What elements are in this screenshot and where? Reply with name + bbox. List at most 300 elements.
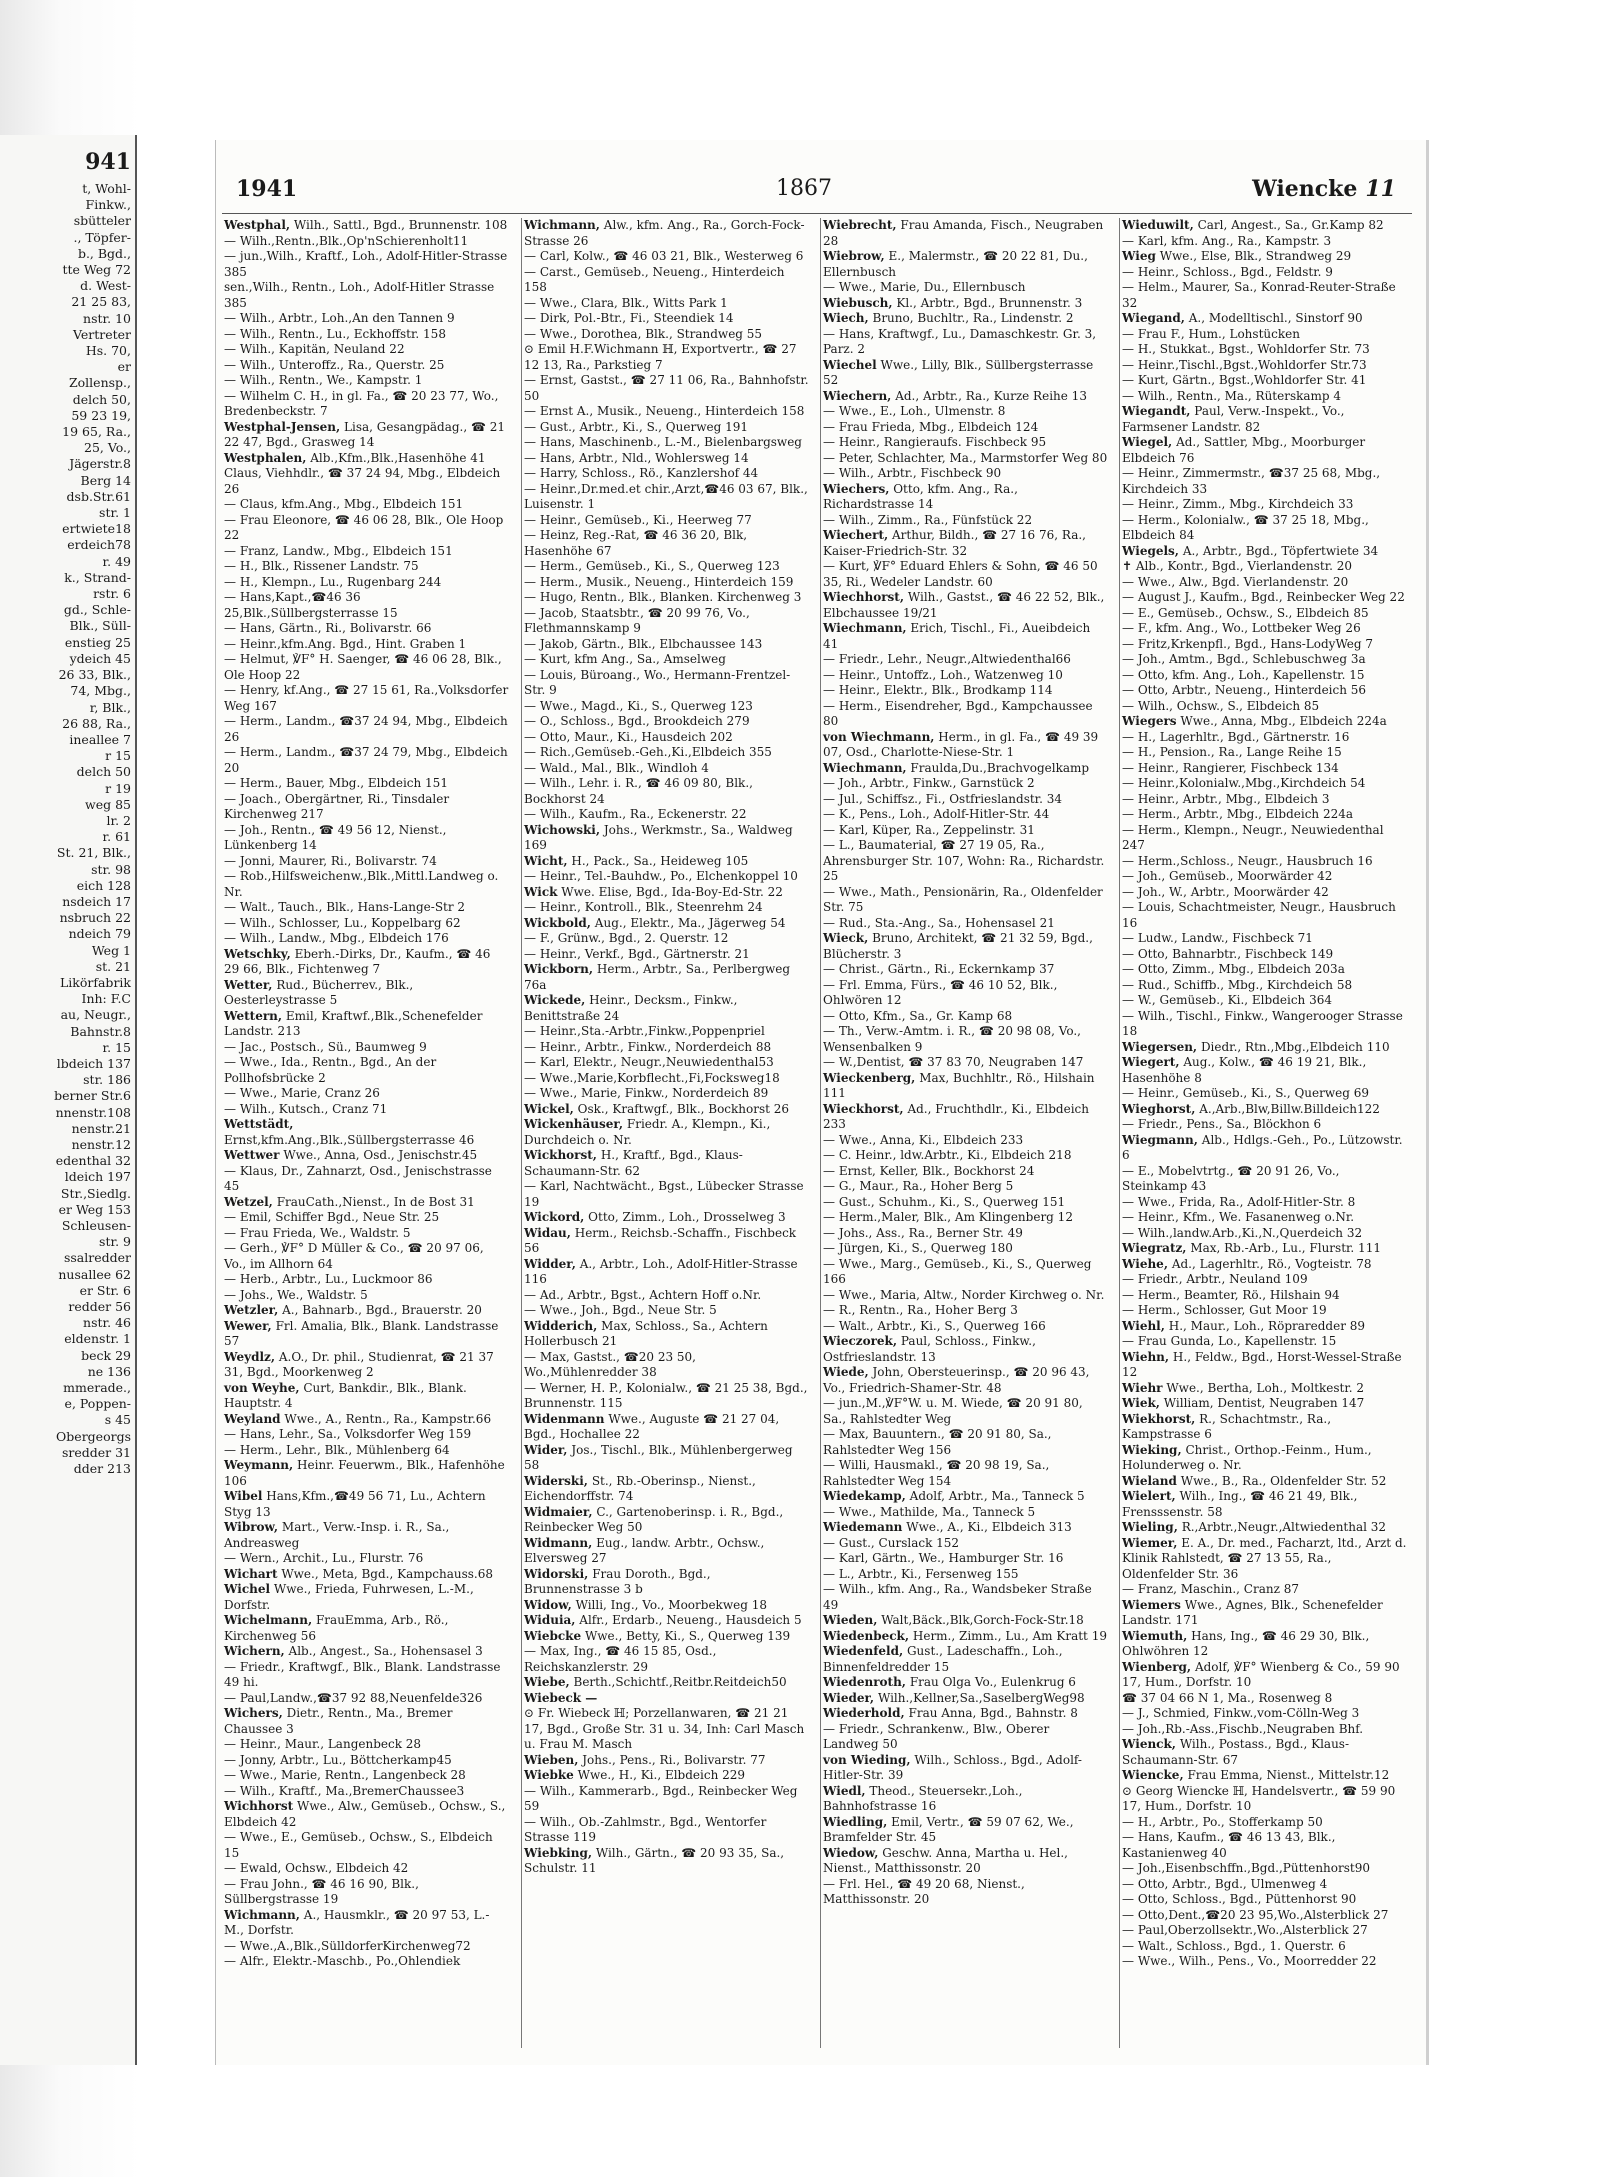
directory-entry xyxy=(522,559,809,575)
entry-details: Wwe., Auguste ☎ 21 27 04, Bgd., Hochallee 22 xyxy=(524,1411,780,1441)
entry-details: Walt,Bäck.,Blk,Gorch-Fock-Str.18 xyxy=(881,1613,1084,1627)
directory-entry xyxy=(821,683,1108,699)
entry-details: Alb.,Kfm.,Blk.,Hasenhöhe 41 Claus, Viehhdlr., ☎ 37 24 94, Mbg., Elbdeich 26 xyxy=(224,450,501,496)
entry-surname: Widau, xyxy=(524,1225,571,1240)
entry-surname: Wieck, xyxy=(823,931,869,945)
entry-surname: Wick xyxy=(524,884,558,899)
entry-details: — Heinr., Maur., Langenbeck 28 xyxy=(224,1737,422,1751)
entry-surname: Wieg xyxy=(1122,249,1156,263)
entry-surname: Wickede, xyxy=(524,993,586,1007)
directory-entry xyxy=(1120,373,1407,389)
entry-details: Friedr. A., Klempn., Ki., Durchdeich o. Nr. xyxy=(524,1117,771,1147)
directory-entry xyxy=(1120,1257,1407,1273)
entry-surname: Wiechmann, xyxy=(823,760,907,775)
previous-page-line: Blk., Süll- xyxy=(69,618,131,634)
entry-details: — Johs., We., Waldstr. 5 xyxy=(224,1287,368,1302)
directory-entry xyxy=(222,1799,509,1830)
entry-surname: Wiencke, xyxy=(1122,1768,1184,1782)
directory-entry xyxy=(1120,1009,1407,1040)
entry-surname: Wickord, xyxy=(524,1210,585,1224)
previous-page-line: ldeich 197 xyxy=(64,1169,131,1185)
directory-entry xyxy=(522,420,809,436)
directory-entry xyxy=(522,823,809,854)
entry-details: Dietr., Rentn., Ma., Bremer Chaussee 3 xyxy=(224,1706,453,1736)
previous-page-line: e, Poppen- xyxy=(64,1396,131,1412)
entry-details: — Otto, Bahnarbtr., Fischbeck 149 xyxy=(1122,946,1334,961)
previous-page-line: 59 23 19, xyxy=(71,407,131,423)
directory-entry xyxy=(522,451,809,467)
directory-entry xyxy=(821,823,1108,839)
directory-entry xyxy=(1120,1040,1407,1056)
entry-surname: Wettstädt, xyxy=(224,1117,294,1131)
directory-entry xyxy=(522,761,809,777)
entry-surname: Wiekhorst, xyxy=(1122,1411,1196,1426)
directory-entry xyxy=(222,249,509,280)
entry-details: Wilh.,Kellner,Sa.,SaselbergWeg98 xyxy=(877,1690,1085,1705)
entry-details: Heinr., Decksm., Finkw., Benittstraße 24 xyxy=(524,993,738,1023)
entry-details: — Wwe., Marie, Du., Ellernbusch xyxy=(823,280,1026,294)
directory-entry xyxy=(821,1179,1108,1195)
directory-entry xyxy=(821,1753,1108,1784)
directory-entry xyxy=(1120,466,1407,497)
entry-details: — Jac., Postsch., Sü., Baumweg 9 xyxy=(224,1039,427,1054)
previous-page-line: edenthal 32 xyxy=(55,1153,131,1169)
directory-entry xyxy=(821,1102,1108,1133)
entry-details: — Herm., Lehr., Blk., Mühlenberg 64 xyxy=(224,1442,450,1457)
directory-entry xyxy=(1120,1381,1407,1397)
directory-entry xyxy=(522,1102,809,1118)
entry-details: Bruno, Architekt, ☎ 21 32 59, Bgd., Blücherstr. 3 xyxy=(823,931,1093,961)
entry-details: — Wilh., Lehr. i. R., ☎ 46 09 80, Blk., Bockhorst 24 xyxy=(524,776,753,806)
previous-page-line: Vertreter xyxy=(72,326,131,342)
previous-page-line: t, Wohl- xyxy=(82,181,131,196)
directory-entry xyxy=(522,1691,809,1707)
directory-entry xyxy=(821,404,1108,420)
entry-details: Adolf, Arbtr., Ma., Tanneck 5 xyxy=(909,1489,1085,1503)
directory-entry xyxy=(1120,745,1407,761)
directory-entry xyxy=(1120,1303,1407,1319)
entry-details: — Karl, Küper, Ra., Zeppelinstr. 31 xyxy=(823,822,1035,837)
previous-page-line: tte Weg 72 xyxy=(62,262,131,278)
entry-details: Kl., Arbtr., Bgd., Brunnenstr. 3 xyxy=(896,295,1083,310)
directory-entry xyxy=(1120,730,1407,746)
entry-details: — Wilh., Unteroffz., Ra., Querstr. 25 xyxy=(224,357,445,372)
previous-page-line: 21 25 83, xyxy=(71,294,131,310)
previous-page-line: Hs. 70, xyxy=(85,343,131,359)
directory-entry xyxy=(522,327,809,343)
entry-details: — Wwe., E., Loh., Ulmenstr. 8 xyxy=(823,404,1006,418)
entry-details: Eug., landw. Arbtr., Ochsw., Elversweg 27 xyxy=(524,1535,765,1565)
directory-entry xyxy=(222,1737,509,1753)
running-head-section: 11 xyxy=(1365,176,1396,202)
previous-page-line: eich 128 xyxy=(76,877,131,893)
directory-entry xyxy=(222,1458,509,1489)
entry-details: Herm., Reichsb.-Schaffn., Fischbeck 56 xyxy=(524,1225,797,1255)
entry-details: — Frau Eleonore, ☎ 46 06 28, Blk., Ole Hoop 22 xyxy=(224,512,504,542)
entry-surname: Wibrow, xyxy=(224,1520,279,1534)
directory-entry xyxy=(222,420,509,451)
directory-entry xyxy=(222,1489,509,1520)
entry-details: John, Obersteuerinsp., ☎ 20 96 43, Vo., Friedrich-Shamer-Str. 48 xyxy=(823,1365,1090,1395)
directory-entry xyxy=(821,482,1108,513)
entry-details: — Rud., Schiffb., Mbg., Kirchdeich 58 xyxy=(1122,977,1353,992)
entry-details: — Hugo, Rentn., Blk., Blanken. Kirchenweg 3 xyxy=(524,590,802,604)
previous-page-line: r 19 xyxy=(105,780,131,796)
directory-entry xyxy=(222,1288,509,1304)
directory-entry xyxy=(1120,1210,1407,1226)
directory-entry xyxy=(1120,1830,1407,1861)
entry-surname: Wiechel xyxy=(823,357,877,372)
directory-entry xyxy=(522,1179,809,1210)
entry-details: — H., Pension., Ra., Lange Reihe 15 xyxy=(1122,745,1342,759)
directory-entry xyxy=(222,1644,509,1660)
entry-surname: Widow, xyxy=(524,1597,572,1612)
previous-page-line: nsbruch 22 xyxy=(59,910,131,926)
entry-details: — H., Lagerhltr., Bgd., Gärtnerstr. 16 xyxy=(1122,729,1350,744)
previous-page-line: nenstr.21 xyxy=(71,1120,131,1136)
entry-details: E., Malermstr., ☎ 20 22 81, Du., Ellernbusch xyxy=(823,249,1088,279)
entry-details: Wilh., Gärtn., ☎ 20 93 35, Sa., Schulstr. 11 xyxy=(524,1845,785,1875)
directory-entry xyxy=(522,1071,809,1087)
entry-details: Wwe., B., Ra., Oldenfelder Str. 52 xyxy=(1180,1473,1387,1488)
entry-surname: Wiederhold, xyxy=(823,1706,905,1720)
directory-entry xyxy=(1120,1892,1407,1908)
entry-surname: Wiegers xyxy=(1122,714,1177,728)
entry-details: Emil, Vertr., ☎ 59 07 62, We., Bramfelder Str. 45 xyxy=(823,1814,1074,1844)
entry-details: — Joh., Rentn., ☎ 49 56 12, Nienst., Lünkenberg 14 xyxy=(224,822,447,852)
previous-page-line: St. 21, Blk., xyxy=(56,845,131,861)
directory-entry xyxy=(222,1226,509,1242)
entry-surname: Wieckenberg, xyxy=(823,1070,916,1085)
directory-entry xyxy=(821,590,1108,621)
previous-page-line: k., Strand- xyxy=(64,569,131,585)
entry-details: — Friedr., Pens., Sa., Blöckhon 6 xyxy=(1122,1117,1322,1131)
entry-details: Frau Olga Vo., Eulenkrug 6 xyxy=(909,1675,1076,1689)
directory-entry xyxy=(522,714,809,730)
entry-details: — Wwe., Math., Pensionärin, Ra., Oldenfelder Str. 75 xyxy=(823,884,1103,914)
entry-details: — Joh., Amtm., Bgd., Schlebuschweg 3a xyxy=(1122,652,1366,666)
directory-entry xyxy=(222,854,509,870)
directory-entry xyxy=(1120,1350,1407,1381)
entry-details: — Hans, Maschinenb., L.-M., Bielenbargsweg xyxy=(524,435,802,449)
directory-entry xyxy=(821,1567,1108,1583)
entry-details: — Herm.,Schloss., Neugr., Hausbruch 16 xyxy=(1122,853,1373,868)
previous-page-line: 25, Vo., xyxy=(84,440,131,456)
directory-entry xyxy=(222,1691,509,1707)
previous-page-line: str. 98 xyxy=(91,861,131,877)
entry-surname: Wiemuth, xyxy=(1122,1628,1188,1643)
previous-page-line: r, Blk., xyxy=(89,699,131,715)
entry-surname: Wiegert, xyxy=(1122,1055,1180,1069)
directory-entry xyxy=(222,1753,509,1769)
directory-entry xyxy=(522,776,809,807)
entry-details: — Alfr., Elektr.-Maschb., Po.,Ohlendiek xyxy=(224,1954,461,1968)
entry-surname: Wieckhorst, xyxy=(823,1101,904,1116)
entry-details: — Helm., Maurer, Sa., Konrad-Reuter-Straße 32 xyxy=(1122,280,1396,310)
entry-details: Erich, Tischl., Fi., Aueibdeich 41 xyxy=(823,621,1091,651)
directory-entry xyxy=(222,1148,509,1164)
directory-entry xyxy=(1120,1396,1407,1412)
directory-entry xyxy=(821,327,1108,358)
directory-entry xyxy=(821,838,1108,885)
directory-entry xyxy=(821,1505,1108,1521)
entry-surname: Wiechern, xyxy=(823,388,892,403)
entry-surname: Westphal, xyxy=(224,218,291,232)
directory-entry xyxy=(1120,668,1407,684)
entry-details: — Wilh.,Rentn.,Blk.,Op'nSchierenholt11 xyxy=(224,233,469,248)
entry-details: Frl. Amalia, Blk., Blank. Landstrasse 57 xyxy=(224,1318,499,1348)
entry-details: — Jakob, Gärtn., Blk., Elbchaussee 143 xyxy=(524,636,763,651)
entry-details: — Herm., Arbtr., Mbg., Elbdeich 224a xyxy=(1122,807,1354,821)
directory-entry xyxy=(821,1195,1108,1211)
directory-entry xyxy=(821,296,1108,312)
directory-entry xyxy=(222,373,509,389)
directory-entry xyxy=(522,265,809,296)
directory-page xyxy=(215,140,1426,2065)
directory-entry xyxy=(522,590,809,606)
directory-entry xyxy=(821,311,1108,327)
previous-page-line: au, Neugr., xyxy=(60,1007,131,1023)
directory-entry xyxy=(522,962,809,993)
entry-surname: Widorski, xyxy=(524,1566,589,1581)
previous-page-line: enstieg 25 xyxy=(64,634,131,650)
entry-details: — Wilh., Tischl., Finkw., Wangerooger Strasse 18 xyxy=(1122,1008,1403,1038)
entry-details: Otto, Zimm., Loh., Drosselweg 3 xyxy=(588,1210,786,1224)
entry-surname: Wiedenfeld, xyxy=(823,1644,904,1658)
entry-details: — F., Grünw., Bgd., 2. Querstr. 12 xyxy=(524,931,729,945)
directory-entry xyxy=(522,900,809,916)
directory-entry xyxy=(1120,823,1407,854)
entry-details: — Rich.,Gemüseb.-Geh.,Ki.,Elbdeich 355 xyxy=(524,745,772,759)
entry-details: — Th., Verw.-Amtm. i. R., ☎ 20 98 08, Vo., Wensenbalken 9 xyxy=(823,1024,1081,1054)
entry-details: — Heinr., Kontroll., Blk., Steenrehm 24 xyxy=(524,900,763,914)
entry-details: Lisa, Gesangpädag., ☎ 21 22 47, Bgd., Grasweg 14 xyxy=(224,419,506,449)
directory-entry xyxy=(222,1055,509,1086)
directory-entry xyxy=(222,1164,509,1195)
directory-entry xyxy=(1120,1334,1407,1350)
directory-entry xyxy=(1120,1598,1407,1629)
entry-details: — Otto, Kfm., Sa., Gr. Kamp 68 xyxy=(823,1008,1013,1023)
entry-details: — Frau Gunda, Lo., Kapellenstr. 15 xyxy=(1122,1334,1337,1348)
directory-entry xyxy=(1120,327,1407,343)
entry-details: — Jürgen, Ki., S., Querweg 180 xyxy=(823,1241,1013,1255)
entry-details: — Heinr., Zimm., Mbg., Kirchdeich 33 xyxy=(1122,497,1354,511)
previous-page-line: nsdeich 17 xyxy=(62,893,131,909)
entry-details: — Gerh., ℣F° D Müller & Co., ☎ 20 97 06, Vo., im Allhorn 64 xyxy=(224,1241,484,1271)
entry-details: — Hans, Arbtr., Nld., Wohlersweg 14 xyxy=(524,450,749,465)
page-year: 1941 xyxy=(236,176,298,202)
entry-details: — Wwe., Marie, Finkw., Norderdeich 89 xyxy=(524,1086,769,1100)
directory-entry xyxy=(522,1226,809,1257)
entry-details: Wwe., Alw., Gemüseb., Ochsw., S., Elbdeich 42 xyxy=(224,1799,506,1829)
entry-details: — Wald., Mal., Blk., Windloh 4 xyxy=(524,760,709,775)
directory-entry xyxy=(522,513,809,529)
entry-details: — Joh., W., Arbtr., Moorwärder 42 xyxy=(1122,884,1329,899)
entry-details: ⊙ Georg Wiencke ℍ, Handelsvertr., ☎ 59 90 17, Hum., Dorfstr. 10 xyxy=(1122,1783,1396,1813)
entry-details: Adolf, ℣F° Wienberg & Co., 59 90 17, Hum., Dorfstr. 10 xyxy=(1122,1659,1400,1689)
directory-entry xyxy=(522,699,809,715)
entry-surname: von Wieding, xyxy=(823,1752,911,1767)
directory-entry xyxy=(1120,1908,1407,1924)
directory-entry xyxy=(1120,218,1407,234)
directory-entry xyxy=(1120,621,1407,637)
entry-surname: Weymann, xyxy=(224,1458,294,1472)
entry-details: — L., Baumaterial, ☎ 27 19 05, Ra., Ahrensburger Str. 107, Wohn: Ra., Richardstr. 25 xyxy=(823,838,1105,883)
directory-entry xyxy=(222,1412,509,1428)
entry-details: C., Gartenoberinsp. i. R., Bgd., Reinbecker Weg 50 xyxy=(524,1504,784,1534)
previous-page-line: r. 15 xyxy=(102,1039,131,1055)
entry-details: — Ernst, Gastst., ☎ 27 11 06, Ra., Bahnhofstr. 50 xyxy=(524,373,809,403)
entry-details: — Heinr., Gemüseb., Ki., S., Querweg 69 xyxy=(1122,1086,1370,1100)
directory-entry xyxy=(222,234,509,250)
entry-details: — Karl, Elektr., Neugr.,Neuwiedenthal53 xyxy=(524,1055,774,1069)
entry-details: — Friedr., Lehr., Neugr.,Altwiedenthal66 xyxy=(823,652,1071,666)
directory-entry xyxy=(522,869,809,885)
directory-entry xyxy=(821,699,1108,730)
entry-surname: Widuia, xyxy=(524,1613,576,1627)
entry-details: — Wwe., Clara, Blk., Witts Park 1 xyxy=(524,295,728,310)
entry-details: Wilh., Gastst., ☎ 46 22 52, Blk., Elbchaussee 19/21 xyxy=(823,590,1105,620)
directory-entry xyxy=(1120,1520,1407,1536)
entry-details: — Heinr.,Dr.med.et chir.,Arzt,☎46 03 67, Blk., Luisenstr. 1 xyxy=(524,481,808,511)
previous-page-line: sbütteler xyxy=(73,213,131,229)
entry-details: — Heinr., Verkf., Bgd., Gärtnerstr. 21 xyxy=(524,946,750,961)
entry-details: — Rud., Sta.-Ang., Sa., Hohensasel 21 xyxy=(823,915,1055,930)
previous-page-line: Obergeorgs xyxy=(56,1428,131,1444)
entry-surname: Wiek, xyxy=(1122,1396,1160,1410)
entry-surname: Wienck, xyxy=(1122,1737,1176,1751)
entry-details: Jos., Tischl., Blk., Mühlenbergerweg 58 xyxy=(524,1442,793,1472)
entry-details: — Frau Frieda, Mbg., Elbdeich 124 xyxy=(823,419,1039,434)
entry-surname: Weyland xyxy=(224,1411,281,1426)
entry-details: — Wwe., Anna, Ki., Elbdeich 233 xyxy=(823,1132,1024,1147)
entry-details: — Herm., Musik., Neueng., Hinterdeich 159 xyxy=(524,574,794,589)
entry-details: FrauCath.,Nienst., In de Bost 31 xyxy=(276,1194,475,1209)
entry-details: — Wwe., Dorothea, Blk., Strandweg 55 xyxy=(524,326,763,341)
directory-entry xyxy=(821,1133,1108,1149)
directory-entry xyxy=(522,606,809,637)
entry-surname: Wiegand, xyxy=(1122,311,1185,325)
entry-details: — Gust., Curslack 152 xyxy=(823,1535,960,1550)
directory-entry xyxy=(1120,1319,1407,1335)
entry-details: Diedr., Rtn.,Mbg.,Elbdeich 110 xyxy=(1200,1039,1390,1054)
entry-surname: Wichmann, xyxy=(224,1907,300,1922)
entry-details: Paul, Schloss., Finkw., Ostfrieslandstr. 13 xyxy=(823,1334,1036,1364)
directory-entry xyxy=(1120,1861,1407,1877)
directory-entry xyxy=(821,668,1108,684)
entry-details: Ad., Arbtr., Ra., Kurze Reihe 13 xyxy=(895,388,1087,403)
entry-details: R., Schachtmstr., Ra., Kampstrasse 6 xyxy=(1122,1411,1332,1441)
directory-entry xyxy=(222,1939,509,1955)
entry-surname: Wiechhorst, xyxy=(823,590,905,604)
entry-details: — Herm., Landm., ☎37 24 79, Mbg., Elbdeich 20 xyxy=(224,745,508,775)
directory-entry xyxy=(222,1040,509,1056)
directory-entry xyxy=(222,1551,509,1567)
entry-details: — Heinr., Schloss., Bgd., Feldstr. 9 xyxy=(1122,264,1333,279)
previous-page-line: b., Bgd., xyxy=(77,245,131,261)
directory-entry xyxy=(821,1009,1108,1025)
previous-page-line: Str.,Siedlg. xyxy=(60,1185,131,1201)
directory-entry xyxy=(222,513,509,544)
previous-page-line: r. 61 xyxy=(102,829,131,845)
directory-entry xyxy=(522,435,809,451)
previous-page-line: ydeich 45 xyxy=(69,650,131,666)
directory-entry xyxy=(821,1520,1108,1536)
entry-details: — Herm., Kolonialw., ☎ 37 25 18, Mbg., Elbdeich 84 xyxy=(1122,512,1369,542)
entry-details: — jun.,M.,℣F°W. u. M. Wiede, ☎ 20 91 80, Sa., Rahlstedter Weg xyxy=(823,1396,1083,1426)
entry-details: — Hans,Kapt.,☎46 36 25,Blk.,Süllbergsterrasse 15 xyxy=(224,590,398,620)
entry-details: — L., Arbtr., Ki., Fersenweg 155 xyxy=(823,1566,1019,1581)
directory-entry xyxy=(1120,776,1407,792)
entry-details: — Herm., Klempn., Neugr., Neuwiedenthal 247 xyxy=(1122,822,1384,852)
directory-entry xyxy=(821,1288,1108,1304)
directory-entry xyxy=(522,1055,809,1071)
directory-entry xyxy=(1120,1691,1407,1707)
entry-surname: Wettern, xyxy=(224,1008,283,1023)
directory-entry xyxy=(522,854,809,870)
directory-entry xyxy=(222,1427,509,1443)
entry-details: — Wwe., Marie, Cranz 26 xyxy=(224,1086,380,1100)
directory-entry xyxy=(821,1055,1108,1071)
entry-details: Otto, kfm. Ang., Ra., Richardstrasse 14 xyxy=(823,481,1018,511)
directory-entry xyxy=(1120,1629,1407,1660)
entry-details: ☎ 37 04 66 N 1, Ma., Rosenweg 8 xyxy=(1122,1690,1333,1705)
directory-entry xyxy=(1120,1536,1407,1583)
directory-entry xyxy=(222,1567,509,1583)
previous-page-line: mmerade., xyxy=(63,1380,131,1396)
entry-details: — Hans, Gärtn., Ri., Bolivarstr. 66 xyxy=(224,621,432,635)
directory-entry xyxy=(522,1505,809,1536)
entry-details: — H., Blk., Rissener Landstr. 75 xyxy=(224,559,419,573)
page-number: 1867 xyxy=(776,176,832,201)
previous-page-line: r. 49 xyxy=(102,553,131,569)
previous-page-line: delch 50, xyxy=(72,391,131,407)
entry-surname: Wiebusch, xyxy=(823,295,893,310)
directory-entry xyxy=(222,714,509,745)
entry-surname: von Wiechmann, xyxy=(823,729,935,744)
entry-surname: Wettwer xyxy=(224,1148,280,1162)
directory-entry xyxy=(222,1319,509,1350)
directory-entry xyxy=(821,1257,1108,1288)
entry-details: — Helmut, ℣F° H. Saenger, ☎ 46 06 28, Blk., Ole Hoop 22 xyxy=(224,652,502,682)
entry-surname: Widmaier, xyxy=(524,1504,593,1519)
entry-details: — Christ., Gärtn., Ri., Eckernkamp 37 xyxy=(823,962,1055,976)
directory-entry xyxy=(821,435,1108,451)
directory-entry xyxy=(821,1303,1108,1319)
entry-details: Curt, Bankdir., Blk., Blank. Hauptstr. 4 xyxy=(224,1380,467,1410)
previous-page-line: ssalredder xyxy=(63,1250,131,1266)
entry-details: Wwe., A., Rentn., Ra., Kampstr.66 xyxy=(284,1411,492,1426)
previous-page-line: berner Str.6 xyxy=(54,1088,131,1104)
directory-entry xyxy=(522,296,809,312)
entry-details: — Karl, Nachtwächt., Bgst., Lübecker Strasse 19 xyxy=(524,1179,804,1209)
entry-surname: Wicht, xyxy=(524,853,568,868)
directory-entry xyxy=(222,652,509,683)
entry-details: — Frl. Emma, Fürs., ☎ 46 10 52, Blk., Ohlwören 12 xyxy=(823,977,1058,1007)
entry-details: — Joh., Arbtr., Finkw., Garnstück 2 xyxy=(823,776,1035,790)
entry-surname: Westphal-Jensen, xyxy=(224,419,341,434)
directory-entry xyxy=(821,931,1108,962)
entry-details: — Wwe., Marg., Gemüseb., Ki., S., Querweg 166 xyxy=(823,1256,1092,1286)
directory-entry xyxy=(1120,280,1407,311)
directory-entry xyxy=(821,1396,1108,1427)
directory-entry xyxy=(222,947,509,978)
directory-entry xyxy=(1120,652,1407,668)
entry-details: — Wilh., Rentn., We., Kampstr. 1 xyxy=(224,373,423,387)
entry-details: — Wwe.,A.,Blk.,SülldorferKirchenweg72 xyxy=(224,1938,471,1953)
previous-page-line: ertwiete18 xyxy=(62,521,131,537)
directory-entry xyxy=(522,1303,809,1319)
